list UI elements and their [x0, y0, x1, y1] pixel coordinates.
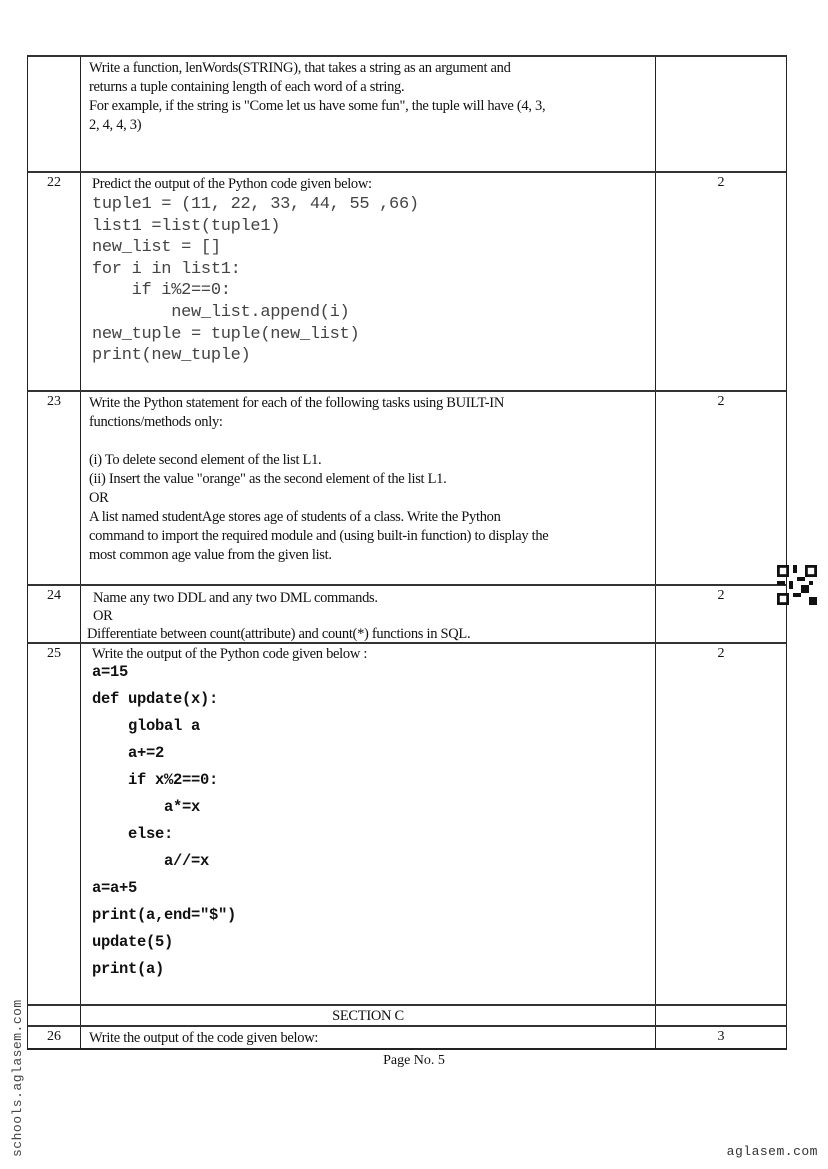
question-row-25 [27, 642, 787, 1006]
text-line: OR [93, 608, 113, 624]
empty-cell [28, 1006, 81, 1026]
code-block: a=15 def update(x): global a a+=2 if x%2==0: a*=x else: a//=x a=a+5 print(a,end="$") update(5) print(a) [92, 663, 237, 978]
question-number: 24 [28, 586, 81, 643]
marks: 3 [717, 1029, 725, 1044]
question-row-23 [27, 390, 787, 586]
question-row-24 [27, 584, 787, 644]
question-number [28, 57, 81, 172]
section-heading: SECTION C [81, 1006, 656, 1026]
question-text [81, 173, 656, 391]
question-intro: Write the output of the Python code given below : [92, 646, 368, 662]
qr-code-icon [777, 565, 817, 605]
marks: 2 [717, 175, 725, 190]
question-number: 22 [28, 173, 81, 391]
empty-cell [656, 1006, 786, 1026]
question-number: 26 [28, 1027, 81, 1048]
text-line: For example, if the string is "Come let us have some fun", the tuple will have (4, 3, [89, 98, 546, 114]
text-line: Differentiate between count(attribute) and count(*) functions in SQL. [87, 626, 471, 642]
text-line: most common age value from the given list. [89, 547, 332, 563]
question-intro: Predict the output of the Python code given below: [92, 176, 372, 192]
watermark-left: schools.aglasem.com [10, 999, 25, 1157]
question-text [81, 392, 656, 585]
text-line: command to import the required module and (using built-in function) to display the [89, 528, 549, 544]
text-line: Name any two DDL and any two DML commands. [93, 590, 378, 606]
question-number: 25 [28, 644, 81, 1005]
text-line: (ii) Insert the value "orange" as the second element of the list L1. [89, 471, 447, 487]
page-number: Page No. 5 [383, 1053, 445, 1068]
question-text [81, 644, 656, 1005]
text-line: functions/methods only: [89, 414, 223, 430]
question-row-26 [27, 1025, 787, 1050]
marks [656, 57, 786, 172]
marks: 2 [717, 646, 725, 661]
question-text [81, 586, 656, 643]
text-line: Write the output of the code given below: [89, 1030, 319, 1046]
text-line: A list named studentAge stores age of students of a class. Write the Python [89, 509, 501, 525]
watermark-right: aglasem.com [726, 1144, 818, 1159]
text-line: (i) To delete second element of the list L1. [89, 452, 322, 468]
text-line: OR [89, 490, 109, 506]
code-block: tuple1 = (11, 22, 33, 44, 55 ,66) list1 =list(tuple1) new_list = [] for i in list1: if i%2==0: new_list.append(i) new_tuple = tuple(new_list) print(new_tuple) [92, 195, 419, 366]
text-line: returns a tuple containing length of each word of a string. [89, 79, 405, 95]
question-text [81, 1027, 656, 1048]
question-number: 23 [28, 392, 81, 585]
section-heading-row [27, 1004, 787, 1027]
marks: 2 [717, 588, 725, 603]
text-line: Write the Python statement for each of the following tasks using BUILT-IN [89, 395, 504, 411]
marks: 2 [717, 394, 725, 409]
question-row-21-cont [27, 55, 787, 173]
question-row-22 [27, 171, 787, 392]
text-line: Write a function, lenWords(STRING), that takes a string as an argument and [89, 60, 511, 76]
text-line: 2, 4, 4, 3) [89, 117, 142, 133]
question-text [81, 57, 656, 172]
